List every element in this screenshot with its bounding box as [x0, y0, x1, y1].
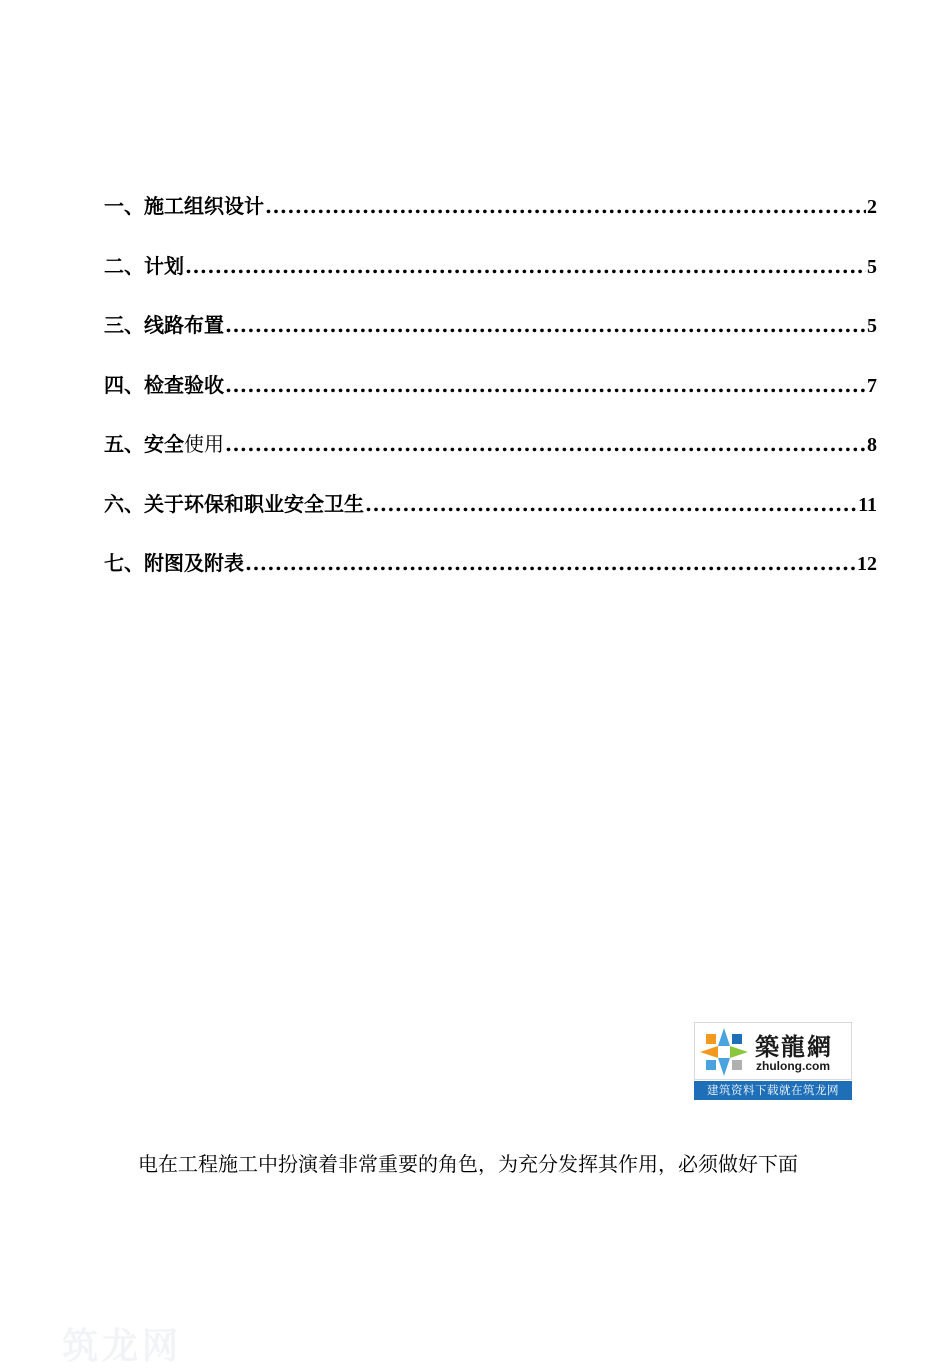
toc-entry-title: 一、施工组织设计: [104, 194, 264, 218]
logo-domain: zhulong.com: [756, 1059, 830, 1073]
toc-leader-dots: [245, 551, 856, 575]
toc-entry-title-bold: 五、安全: [104, 432, 184, 456]
toc-entry[interactable]: [104, 250, 877, 310]
toc-entry[interactable]: [104, 428, 877, 488]
toc-entry[interactable]: [104, 369, 877, 429]
toc-entry-title: 六、关于环保和职业安全卫生: [104, 491, 364, 516]
toc-entry-page: 12: [857, 553, 877, 575]
toc-entry[interactable]: [104, 488, 877, 548]
toc-entry-page: 2: [867, 196, 877, 218]
toc-entry-page: 11: [858, 493, 877, 516]
watermark-text: 筑龙网: [62, 1325, 183, 1367]
toc-entry[interactable]: [104, 547, 877, 607]
toc-entry-page: 5: [867, 255, 877, 278]
toc-entry-title: [104, 428, 224, 457]
logo-slogan: 建筑资料下载就在筑龙网: [694, 1081, 852, 1100]
toc-entry-title: 四、检查验收: [104, 372, 224, 397]
toc-entry-title: 七、附图及附表: [104, 551, 244, 575]
zhulong-logo: [694, 1022, 852, 1100]
body-paragraph: 电在工程施工中扮演着非常重要的角色，为充分发挥其作用，必须做好下面: [138, 1152, 798, 1176]
toc-entry-page: 7: [867, 374, 877, 397]
toc-leader-dots: [225, 313, 866, 337]
logo-panel: [694, 1022, 852, 1080]
table-of-contents: [104, 190, 877, 607]
toc-entry-page: 8: [867, 434, 877, 456]
toc-entry-title: 二、计划: [104, 253, 184, 278]
logo-chinese-name: 築龍網: [755, 1032, 833, 1061]
toc-leader-dots: [225, 432, 866, 456]
toc-leader-dots: [365, 492, 857, 516]
toc-entry-title-light: 使用: [184, 432, 224, 456]
toc-entry[interactable]: [104, 309, 877, 369]
toc-entry-title: 三、线路布置: [104, 313, 224, 337]
toc-leader-dots: [185, 254, 866, 278]
toc-entry[interactable]: [104, 190, 877, 250]
zhulong-emblem-icon: [698, 1026, 750, 1078]
toc-leader-dots: [225, 373, 866, 397]
toc-entry-page: 5: [867, 315, 877, 337]
toc-leader-dots: [265, 194, 866, 218]
